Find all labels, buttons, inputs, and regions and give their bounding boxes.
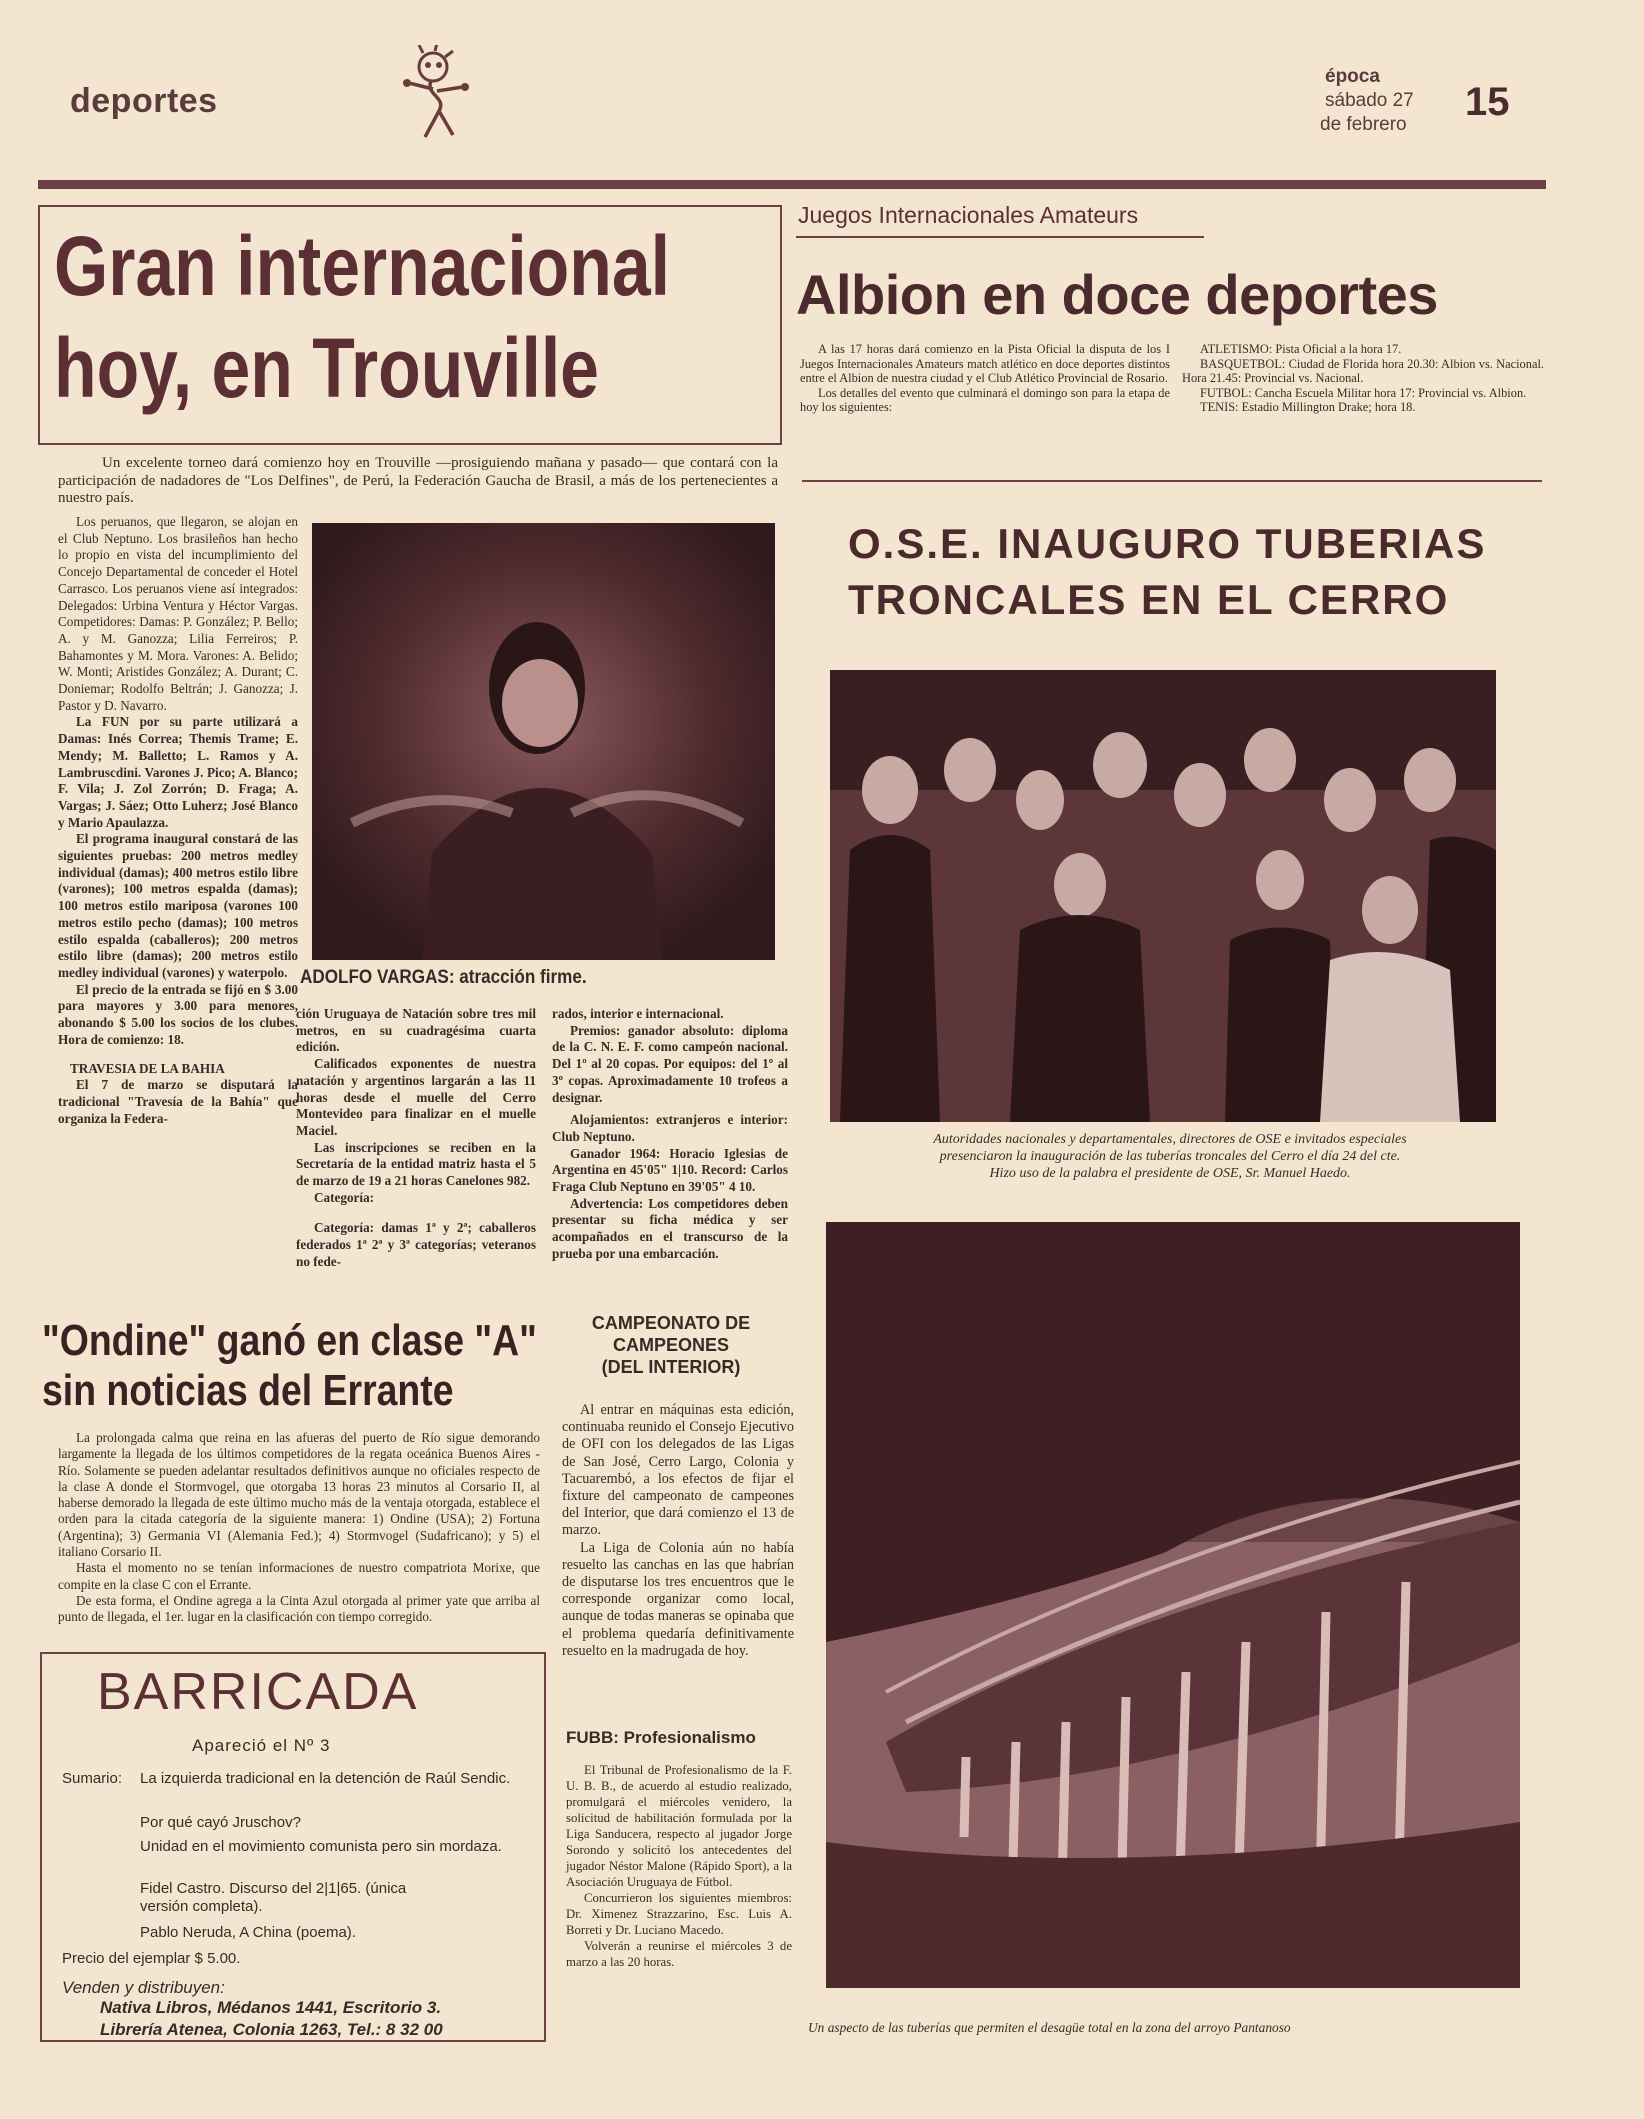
swimmer-photo-caption: ADOLFO VARGAS: atracción firme. [300,967,587,988]
trouville-column-3 [552,1006,788,1263]
trouville-col2-para: Calificados exponentes de nuestra natación y argentinos largarán a las 11 horas desde el muelle del Cerro Montevideo para finalizar en el muelle Maciel. [296,1056,536,1138]
barricada-distributors-label: Venden y distribuyen: [62,1978,225,1997]
barricada-sumario-label: Sumario: [62,1770,123,1787]
trouville-col3-para: Advertencia: Los competidores deben presentar su ficha médica y ser acompañados en el transcurso de la prueba por una embarcación. [552,1195,788,1261]
ondine-para: Hasta el momento no se tenían informaciones de nuestro compatriota Morixe, que compite en la clase C con el Errante. [58,1560,540,1592]
trouville-col1-para: El programa inaugural constará de las siguientes pruebas: 200 metros medley individual (damas); 400 metros estilo libre (varones); 100 metros espalda (damas); 100 metros estilo mariposa (varones 100 metros estilo pecho (damas); 100 metros estilo espalda (caballeros); 200 metros estilo libre (damas); 200 metros estilo medley individual (varones) y waterpolo. [58,831,298,980]
travesia-heading: TRAVESIA DE LA BAHIA [70,1060,225,1076]
albion-schedule-item: BASQUETBOL: Ciudad de Florida hora 20.30: Albion vs. Nacional. Hora 21.45: Provincial vs. Nacional. [1182,356,1544,385]
trouville-column-1 [58,514,298,1127]
officials-photo [830,670,1496,1122]
campeonato-body [562,1402,794,1660]
ondine-headline-line-2: sin noticias del Errante [42,1366,454,1415]
barricada-ad [40,1652,546,2042]
ondine-body [58,1430,540,1626]
fubb-heading: FUBB: Profesionalismo [566,1728,756,1747]
trouville-col1-para: El 7 de marzo se disputará la tradicional "Travesía de la Bahía" que organiza la Federa- [58,1077,298,1126]
fubb-para: El Tribunal de Profesionalismo de la F. U. B. B., de acuerdo al estudio realizado, promulgará el miércoles venidero, la solicitud de habilitación formulada por la Liga Sanducera, respecto al jugador Jorge Sorondo y solicitó los antecedentes del jugador Néstor Malone (Rápido Sport), a la Asociación Uruguaya de Fútbol. [566,1763,792,1889]
paper-name: época [1325,66,1380,87]
albion-para: Los detalles del evento que culminará el domingo son para la etapa de hoy los siguientes: [800,385,1170,414]
albion-kicker: Juegos Internacionales Amateurs [798,202,1139,228]
trouville-headline-line-2: hoy, en Trouville [54,321,599,415]
trouville-lead [58,455,778,508]
section-label: deportes [70,82,218,120]
barricada-item: La izquierda tradicional en la detención de Raúl Sendic. [140,1770,511,1787]
campeonato-heading-line: (DEL INTERIOR) [601,1357,741,1377]
officials-photo-caption [800,1131,1540,1182]
fubb-body [566,1762,792,1970]
trouville-lead-text: Un excelente torneo dará comienzo hoy en Trouville —prosiguiendo mañana y pasado— que contará con la participación de nadadores de "Los Delfines", de Perú, la Federación Gaucha de Brasil, a más de los pertenecientes a nuestro país. [58,455,778,506]
swimmer-photo [312,523,775,960]
trouville-column-2 [296,1006,536,1271]
date-line-1: sábado 27 [1325,90,1414,111]
barricada-subtitle: Apareció el Nº 3 [192,1736,331,1755]
date-line-2: de febrero [1320,114,1407,135]
trouville-headline-box [38,205,782,445]
barricada-title: BARRICADA [97,1663,419,1721]
trouville-col3-para: rados, interior e internacional. [552,1006,724,1021]
trouville-col2-para: Las inscripciones se reciben en la Secretaría de la entidad matriz hasta el 5 de marzo de 19 a 21 horas Canelones 982. [296,1139,536,1189]
trouville-col2-para: Categoría: [314,1189,375,1205]
fubb-para: Concurrieron los siguientes miembros: Dr. Ximenez Strazzarino, Esc. Luis A. Borreti y Dr. Luciano Macedo. [566,1891,792,1937]
trouville-col1-para: La FUN por su parte utilizará a Damas: Inés Correa; Themis Trame; E. Mendy; M. Balletto; L. Ramos y A. Lambruscdini. Varones J. Pico; A. Blanco; F. Vila; J. Zol Zorrón; D. Fraga; A. Vargas; J. Sáez; Otto Luherz; José Blanco y Mario Apaulazza. [58,714,298,830]
albion-para: A las 17 horas dará comienzo en la Pista Oficial la disputa de los I Juegos Internacionales Amateurs match atlético en doce deportes distintos entre el Albion de nuestra ciudad y el Club Atlético Provincial de Rosario. [800,342,1170,385]
trouville-col3-para: Alojamientos: extranjeros e interior: Club Neptuno. [552,1112,788,1144]
pipeline-photo [826,1222,1520,1988]
trouville-col1-para: El precio de la entrada se fijó en $ 3.00 para mayores y 3.00 para menores, abonando $ 5.00 los socios de los clubes. Hora de comienzo: 18. [58,981,298,1047]
trouville-col2-para: Categoría: damas 1ª y 2ª; caballeros federados 1ª 2ª y 3ª categorías; veteranos no fede- [296,1220,536,1269]
page-number: 15 [1465,80,1510,124]
albion-schedule [1182,342,1544,415]
barricada-distributor: Nativa Libros, Médanos 1441, Escritorio 3. [100,1998,442,2017]
pipeline-photo-caption: Un aspecto de las tuberías que permiten el desagüe total en la zona del arroyo Pantanoso [808,2020,1291,2035]
campeonato-heading-line: CAMPEONATO DE [591,1313,751,1333]
trouville-col2-para: ción Uruguaya de Natación sobre tres mil metros, en su cuadragésima cuarta edición. [296,1006,536,1055]
officials-caption-line: presenciaron la inauguración de las tuberías troncales del Cerro el día 24 del cte. [939,1149,1401,1164]
trouville-col1-para: Los peruanos, que llegaron, se alojan en el Club Neptuno. Los brasileños han hecho lo propio en vista del incumplimiento del Concejo Departamental de conceder el Hotel Carrasco. Los peruanos viene así integrados: Delegados: Urbina Ventura y Héctor Vargas. Competidores: Damas: P. González; P. Bello; A. y M. Ganozza; Lilia Ferreiros; P. Bahamontes y M. Mora. Varones: A. Belido; W. Monti; Aristides González; A. Durant; C. Doniemar; Rodolfo Beltrán; J. Ganozza; J. Pastor y D. Navarro. [58,514,298,713]
trouville-col3-para: Ganador 1964: Horacio Iglesias de Argentina en 45'05" 1|10. Record: Carlos Fraga Club Neptuno en 39'05" 4 10. [552,1145,788,1195]
officials-caption-line: Autoridades nacionales y departamentales, directores de OSE e invitados especiales [933,1132,1407,1147]
albion-schedule-item: TENIS: Estadio Millington Drake; hora 18. [1200,400,1416,414]
ondine-headline-line-1: "Ondine" ganó en clase "A" [42,1316,537,1365]
fubb-para: Volverán a reunirse el miércoles 3 de marzo a las 20 horas. [566,1939,792,1969]
campeonato-heading-line: CAMPEONES [612,1335,729,1355]
trouville-headline-line-1: Gran internacional [54,219,671,313]
albion-schedule-item: FUTBOL: Cancha Escuela Militar hora 17: Provincial vs. Albion. [1200,385,1527,400]
ondine-para: La prolongada calma que reina en las afueras del puerto de Río sigue demorando largamente la llegada de los últimos competidores de la regata oceánica Buenos Aires - Río. Solamente se pueden adelantar resultados definitivos aunque no oficiales respecto de la clase A donde el Stormvogel, que otorgaba 13 horas 23 minutos al Corsario II, al haberse demorado la llegada de este último mucho más de la ventaja otorgada, establece el orden para la citada categoría de la siguiente manera: 1) Ondine (USA); 2) Fortuna (Argentina); 3) Germania VI (Alemania Fed.); 4) Stormvogel (Sudafricano); y 5) el italiano Corsario II. [58,1430,540,1560]
barricada-distributor: Librería Atenea, Colonia 1263, Tel.: 8 32 00 [100,2020,443,2039]
barricada-price: Precio del ejemplar $ 5.00. [62,1950,241,1967]
barricada-item: Unidad en el movimiento comunista pero sin mordaza. [140,1838,502,1855]
albion-bottom-rule [802,480,1542,482]
ose-headline-line-2: TRONCALES EN EL CERRO [848,576,1450,623]
header-rule [38,180,1546,189]
ondine-para: De esta forma, el Ondine agrega a la Cinta Azul otorgada al primer yate que arriba al punto de llegada, el 1er. lugar en la clasificación con tiempo corregido. [58,1592,540,1625]
barricada-item: Pablo Neruda, A China (poema). [140,1924,356,1941]
barricada-item: Fidel Castro. Discurso del 2|1|65. (única versión completa). [140,1880,407,1915]
albion-schedule-item: ATLETISMO: Pista Oficial a la hora 17. [1200,342,1402,356]
mascot-logo [395,45,475,145]
campeonato-para: Al entrar en máquinas esta edición, continuaba reunido el Consejo Ejecutivo de OFI con los delegados de las Ligas de San José, Cerro Largo, Colonia y Tacuarembó, a los efectos de fijar el fixture del campeonato de campeones del Interior, que dará comienzo el 13 de marzo. [562,1402,794,1539]
barricada-item: Por qué cayó Jruschov? [140,1814,301,1831]
albion-body [800,342,1170,415]
ose-headline-line-1: O.S.E. INAUGURO TUBERIAS [848,520,1487,567]
campeonato-heading [556,1312,786,1378]
albion-kicker-underline [796,236,1204,238]
officials-caption-line: Hizo uso de la palabra el presidente de OSE, Sr. Manuel Haedo. [989,1166,1351,1181]
albion-headline: Albion en doce deportes [796,263,1438,326]
trouville-col3-para: Premios: ganador absoluto: diploma de la C. N. E. F. como campeón nacional. Del 1º al 20 copas. Por equipos: del 1º al 3º copas. Aproximadamente 10 trofeos a designar. [552,1022,788,1105]
campeonato-para: La Liga de Colonia aún no había resuelto las canchas en las que habrían de disputarse los tres encuentros que le corresponde organizar como local, aunque de todas maneras se opinaba que el problema quedaría definitivamente resuelto en la madrugada de hoy. [562,1539,794,1659]
